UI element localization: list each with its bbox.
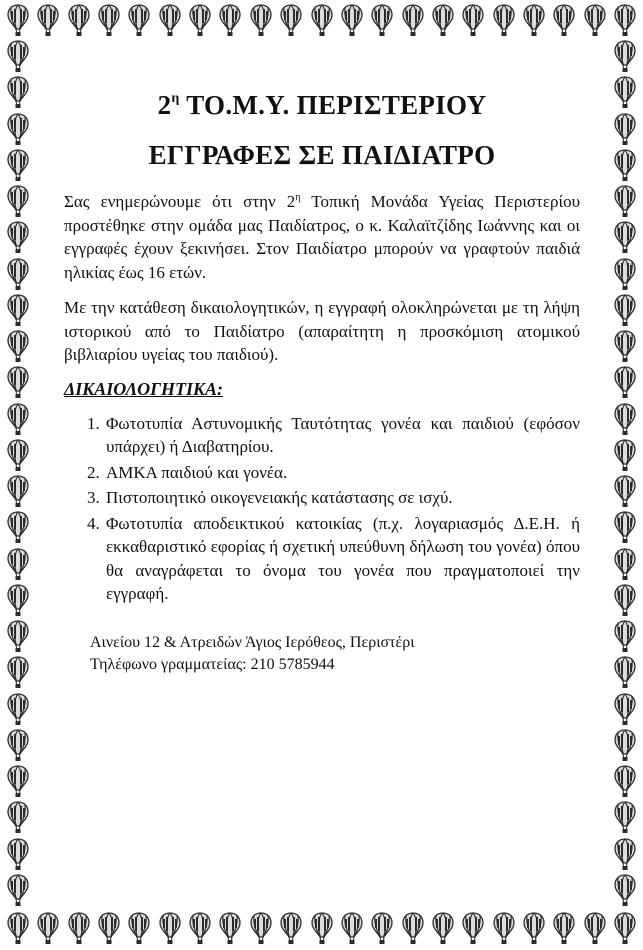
hot-air-balloon-icon [7, 656, 29, 689]
hot-air-balloon-icon [7, 4, 29, 37]
hot-air-balloon-icon [7, 620, 29, 653]
hot-air-balloon-icon [493, 912, 515, 945]
hot-air-balloon-icon [159, 4, 181, 37]
hot-air-balloon-icon [614, 76, 636, 109]
hot-air-balloon-icon [7, 149, 29, 182]
phone-text: Τηλέφωνο γραμματείας: 210 5785944 [90, 655, 335, 673]
hot-air-balloon-icon [614, 439, 636, 472]
hot-air-balloon-icon [614, 729, 636, 762]
hot-air-balloon-icon [462, 912, 484, 945]
hot-air-balloon-icon [614, 185, 636, 218]
hot-air-balloon-icon [7, 838, 29, 871]
hot-air-balloon-icon [614, 584, 636, 617]
hot-air-balloon-icon [7, 765, 29, 798]
hot-air-balloon-icon [462, 4, 484, 37]
hot-air-balloon-icon [493, 4, 515, 37]
contact-block [64, 632, 580, 676]
hot-air-balloon-icon [402, 912, 424, 945]
hot-air-balloon-icon [614, 765, 636, 798]
hot-air-balloon-icon [523, 4, 545, 37]
hot-air-balloon-icon [584, 4, 606, 37]
hot-air-balloon-icon [219, 912, 241, 945]
hot-air-balloon-icon [7, 693, 29, 726]
page-subtitle: ΕΓΓΡΑΦΕΣ ΣΕ ΠΑΙΔΙΑΤΡΟ [148, 140, 496, 170]
hot-air-balloon-icon [371, 912, 393, 945]
list-item: 3. Πιστοποιητικό οικογενειακής κατάστασης σε ισχύ. [104, 486, 580, 510]
hot-air-balloon-icon [250, 912, 272, 945]
hot-air-balloon-icon [7, 439, 29, 472]
hot-air-balloon-icon [614, 475, 636, 508]
documents-list [64, 412, 580, 606]
hot-air-balloon-icon [614, 294, 636, 327]
hot-air-balloon-icon [614, 656, 636, 689]
hot-air-balloon-icon [7, 40, 29, 73]
hot-air-balloon-icon [341, 912, 363, 945]
hot-air-balloon-icon [614, 113, 636, 146]
hot-air-balloon-icon [402, 4, 424, 37]
hot-air-balloon-icon [614, 403, 636, 436]
hot-air-balloon-icon [250, 4, 272, 37]
hot-air-balloon-icon [68, 4, 90, 37]
hot-air-balloon-icon [7, 548, 29, 581]
hot-air-balloon-icon [7, 584, 29, 617]
hot-air-balloon-icon [7, 221, 29, 254]
hot-air-balloon-icon [98, 4, 120, 37]
hot-air-balloon-icon [553, 4, 575, 37]
hot-air-balloon-icon [341, 4, 363, 37]
hot-air-balloon-icon [7, 874, 29, 907]
hot-air-balloon-icon [614, 693, 636, 726]
hot-air-balloon-icon [614, 4, 636, 37]
list-item: 4. Φωτοτυπία αποδεικτικού κατοικίας (π.χ. λογαριασμός Δ.Ε.Η. ή εκκαθαριστικό εφορίας ή σχετική υπεύθυνη δήλωση του γονέα) όπου θα αναγράφεται το όνομα του γονέα που πραγματοποιεί την εγγραφή. [104, 512, 580, 606]
hot-air-balloon-icon [189, 4, 211, 37]
hot-air-balloon-icon [7, 475, 29, 508]
notice-content [64, 84, 580, 676]
hot-air-balloon-icon [614, 511, 636, 544]
hot-air-balloon-icon [614, 330, 636, 363]
hot-air-balloon-icon [128, 912, 150, 945]
hot-air-balloon-icon [614, 366, 636, 399]
hot-air-balloon-icon [7, 729, 29, 762]
hot-air-balloon-icon [614, 912, 636, 945]
hot-air-balloon-icon [614, 620, 636, 653]
hot-air-balloon-icon [7, 76, 29, 109]
documents-heading: ΔΙΚΑΙΟΛΟΓΗΤΙΚΑ: [64, 378, 223, 399]
hot-air-balloon-icon [7, 366, 29, 399]
hot-air-balloon-icon [7, 912, 29, 945]
hot-air-balloon-icon [7, 185, 29, 218]
hot-air-balloon-icon [311, 4, 333, 37]
hot-air-balloon-icon [553, 912, 575, 945]
hot-air-balloon-icon [280, 4, 302, 37]
hot-air-balloon-icon [432, 4, 454, 37]
list-item: 2. ΑΜΚΑ παιδιού και γονέα. [104, 461, 580, 485]
hot-air-balloon-icon [614, 258, 636, 291]
hot-air-balloon-icon [7, 258, 29, 291]
hot-air-balloon-icon [37, 4, 59, 37]
hot-air-balloon-icon [614, 874, 636, 907]
hot-air-balloon-icon [371, 4, 393, 37]
registration-paragraph: Με την κατάθεση δικαιολογητικών, η εγγραφή ολοκληρώνεται με τη λήψη ιστορικού από το Παιδίατρο (απαραίτητη η προσκόμιση ατομικού βιβλιαρίου υγείας του παιδιού). [64, 298, 580, 364]
hot-air-balloon-icon [7, 330, 29, 363]
hot-air-balloon-icon [432, 912, 454, 945]
hot-air-balloon-icon [614, 548, 636, 581]
hot-air-balloon-icon [614, 801, 636, 834]
hot-air-balloon-icon [98, 912, 120, 945]
hot-air-balloon-icon [614, 149, 636, 182]
hot-air-balloon-icon [7, 511, 29, 544]
address-text: Αινείου 12 & Ατρειδών Άγιος Ιερόθεος, Περιστέρι [90, 633, 415, 651]
hot-air-balloon-icon [614, 221, 636, 254]
hot-air-balloon-icon [584, 912, 606, 945]
list-item: 1. Φωτοτυπία Αστυνομικής Ταυτότητας γονέα και παιδιού (εφόσον υπάρχει) ή Διαβατηρίου. [104, 412, 580, 459]
hot-air-balloon-icon [7, 294, 29, 327]
hot-air-balloon-icon [68, 912, 90, 945]
hot-air-balloon-icon [159, 912, 181, 945]
hot-air-balloon-icon [614, 40, 636, 73]
hot-air-balloon-icon [7, 113, 29, 146]
hot-air-balloon-icon [7, 801, 29, 834]
hot-air-balloon-icon [311, 912, 333, 945]
hot-air-balloon-icon [614, 838, 636, 871]
hot-air-balloon-icon [523, 912, 545, 945]
hot-air-balloon-icon [7, 403, 29, 436]
hot-air-balloon-icon [37, 912, 59, 945]
page-title: $2^\eta$ ΤΟ.Μ.Υ. ΠΕΡΙΣΤΕΡΙΟΥ [157, 90, 487, 120]
intro-paragraph: Σας ενημερώνουμε ότι στην $2^\eta$ Τοπική Μονάδα Υγείας Περιστερίου προστέθηκε στην ομάδα μας Παιδίατρος, ο κ. Καλαϊτζίδης Ιωάννης και οι εγγραφές έχουν ξεκινήσει. Στον Παιδίατρο μπορούν να γραφτούν παιδιά ηλικίας έως 16 ετών. [64, 192, 581, 282]
hot-air-balloon-icon [189, 912, 211, 945]
hot-air-balloon-icon [219, 4, 241, 37]
hot-air-balloon-icon [128, 4, 150, 37]
hot-air-balloon-icon [280, 912, 302, 945]
